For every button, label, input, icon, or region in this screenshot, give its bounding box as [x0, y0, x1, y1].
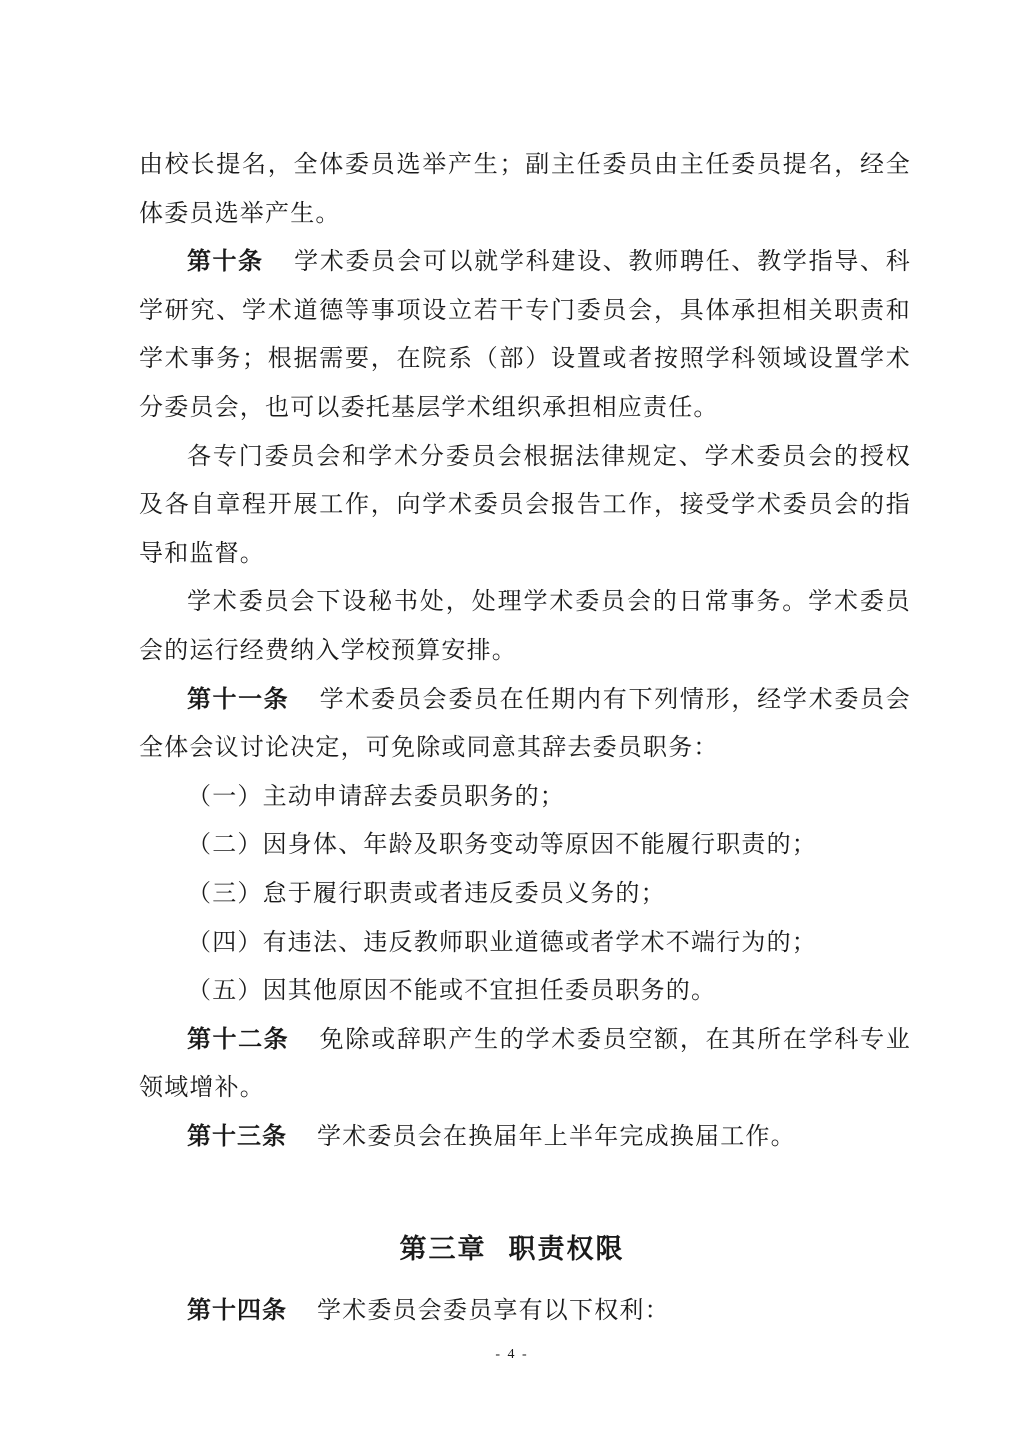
- list-item: [139, 869, 911, 918]
- list-item: [139, 918, 911, 967]
- paragraph-text: 学术委员会下设秘书处，处理学术委员会的日常事务。学术委员会的运行经费纳入学校预算安排。: [139, 587, 911, 664]
- list-item-text: （四）有违法、违反教师职业道德或者学术不端行为的；: [187, 927, 817, 956]
- page-number: - 4 -: [495, 1347, 529, 1362]
- article-label: 第十二条: [187, 1024, 290, 1053]
- list-item-text: （五）因其他原因不能或不宜担任委员职务的。: [187, 976, 717, 1005]
- paragraph-secretariat: [139, 577, 911, 674]
- article-14-container: [139, 1286, 911, 1335]
- article-label: 第十一条: [187, 684, 290, 713]
- article-10: [139, 237, 911, 431]
- list-item: [139, 772, 911, 821]
- list-item-text: （一）主动申请辞去委员职务的；: [187, 781, 565, 810]
- chapter-heading: [0, 1228, 1024, 1272]
- list-item-text: （三）怠于履行职责或者违反委员义务的；: [187, 878, 666, 907]
- paragraph-text: 学术委员会在换届年上半年完成换届工作。: [317, 1121, 796, 1150]
- list-item: [139, 966, 911, 1015]
- chapter-number: 第三章: [399, 1234, 487, 1265]
- paragraph-text: 由校长提名，全体委员选举产生；副主任委员由主任委员提名，经全体委员选举产生。: [139, 150, 911, 227]
- article-label: 第十三条: [187, 1121, 287, 1150]
- article-11: [139, 675, 911, 772]
- paragraph-text: 各专门委员会和学术分委员会根据法律规定、学术委员会的授权及各自章程开展工作，向学术委员会报告工作，接受学术委员会的指导和监督。: [139, 441, 911, 567]
- chapter-title: 职责权限: [508, 1234, 625, 1265]
- paragraph-text: 学术委员会委员在任期内有下列情形，经学术委员会全体会议讨论决定，可免除或同意其辞去委员职务：: [139, 684, 911, 762]
- article-14: [139, 1286, 911, 1335]
- body-text: [139, 140, 911, 1160]
- paragraph-text: 学术委员会委员享有以下权利：: [317, 1296, 670, 1324]
- paragraph-subcommittees: [139, 432, 911, 578]
- article-label: 第十条: [187, 247, 264, 276]
- paragraph-continuation: [139, 140, 911, 237]
- article-13: [139, 1112, 911, 1161]
- article-12: [139, 1015, 911, 1112]
- paragraph-text: 学术委员会可以就学科建设、教师聘任、教学指导、科学研究、学术道德等事项设立若干专门委员会，具体承担相关职责和学术事务；根据需要，在院系（部）设置或者按照学科领域设置学术分委员会，也可以委托基层学术组织承担相应责任。: [139, 247, 911, 421]
- list-item-text: （二）因身体、年龄及职务变动等原因不能履行职责的；: [187, 830, 817, 859]
- list-item: [139, 820, 911, 869]
- paragraph-text: 免除或辞职产生的学术委员空额，在其所在学科专业领域增补。: [139, 1024, 911, 1102]
- article-label: 第十四条: [187, 1296, 287, 1324]
